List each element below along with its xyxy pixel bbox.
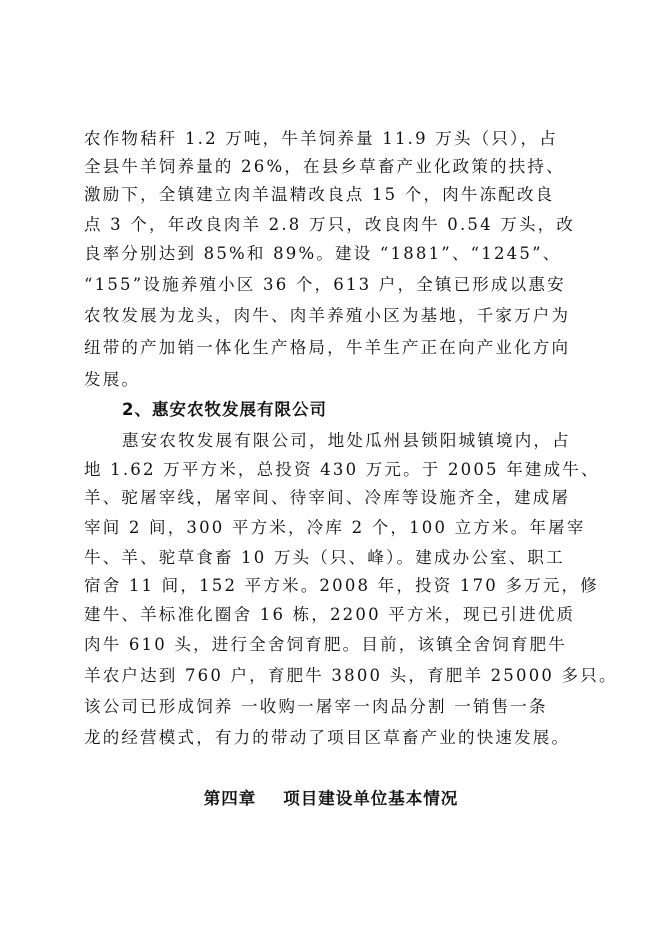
paragraph-line: 地 1.62 万平方米，总投资 430 万元。于 2005 年建成牛、 [84, 460, 600, 479]
paragraph-line: 宿舍 11 间，152 平方米。2008 年，投资 170 多万元，修 [84, 576, 599, 595]
paragraph-line: 惠安农牧发展有限公司，地处瓜州县锁阳城镇境内，占 [122, 431, 571, 450]
paragraph-line: 羊、驼屠宰线，屠宰间、待宰间、冷库等设施齐全，建成屠 [84, 488, 571, 507]
paragraph-line: 良率分别达到 85%和 89%。建设 “1881”、“1245”、 [84, 244, 562, 263]
paragraph-line: 羊农户达到 760 户，育肥牛 3800 头，育肥羊 25000 多只。 [84, 666, 618, 685]
paragraph-line: 建牛、羊标准化圈舍 16 栋，2200 平方米，现已引进优质 [84, 605, 576, 624]
paragraph-line: 纽带的产加销一体化生产格局，牛羊生产正在向产业化方向 [84, 338, 571, 357]
paragraph-line: 农作物秸秆 1.2 万吨，牛羊饲养量 11.9 万头（只），占 [84, 129, 558, 148]
paragraph-line: 该公司已形成饲养 一收购一屠宰一肉品分割 一销售一条 [84, 697, 548, 716]
section-heading: 2、惠安农牧发展有限公司 [122, 400, 327, 419]
paragraph-line: 农牧发展为龙头，肉牛、肉羊养殖小区为基地，千家万户为 [84, 306, 571, 325]
paragraph-line: 肉牛 610 头，进行全舍饲育肥。目前，该镇全舍饲育肥牛 [84, 635, 568, 654]
paragraph-line: 全县牛羊饲养量的 26%，在县乡草畜产业化政策的扶持、 [84, 157, 565, 176]
paragraph-line: 点 3 个，年改良肉羊 2.8 万只，改良肉牛 0.54 万头，改 [84, 215, 576, 234]
paragraph-line: 牛、羊、驼草食畜 10 万头（只、峰）。建成办公室、职工 [84, 548, 565, 567]
paragraph-line: 宰间 2 间，300 平方米，冷库 2 个，100 立方米。年屠宰 [84, 518, 586, 537]
paragraph-line: 激励下，全镇建立肉羊温精改良点 15 个，肉牛冻配改良 [84, 185, 555, 204]
paragraph-line: “155”设施养殖小区 36 个，613 户，全镇已形成以惠安 [84, 275, 566, 294]
paragraph-line: 龙的经营模式，有力的带动了项目区草畜产业的快速发展。 [84, 728, 571, 747]
paragraph-line: 发展。 [84, 370, 141, 389]
chapter-title: 第四章 项目建设单位基本情况 [203, 789, 459, 808]
